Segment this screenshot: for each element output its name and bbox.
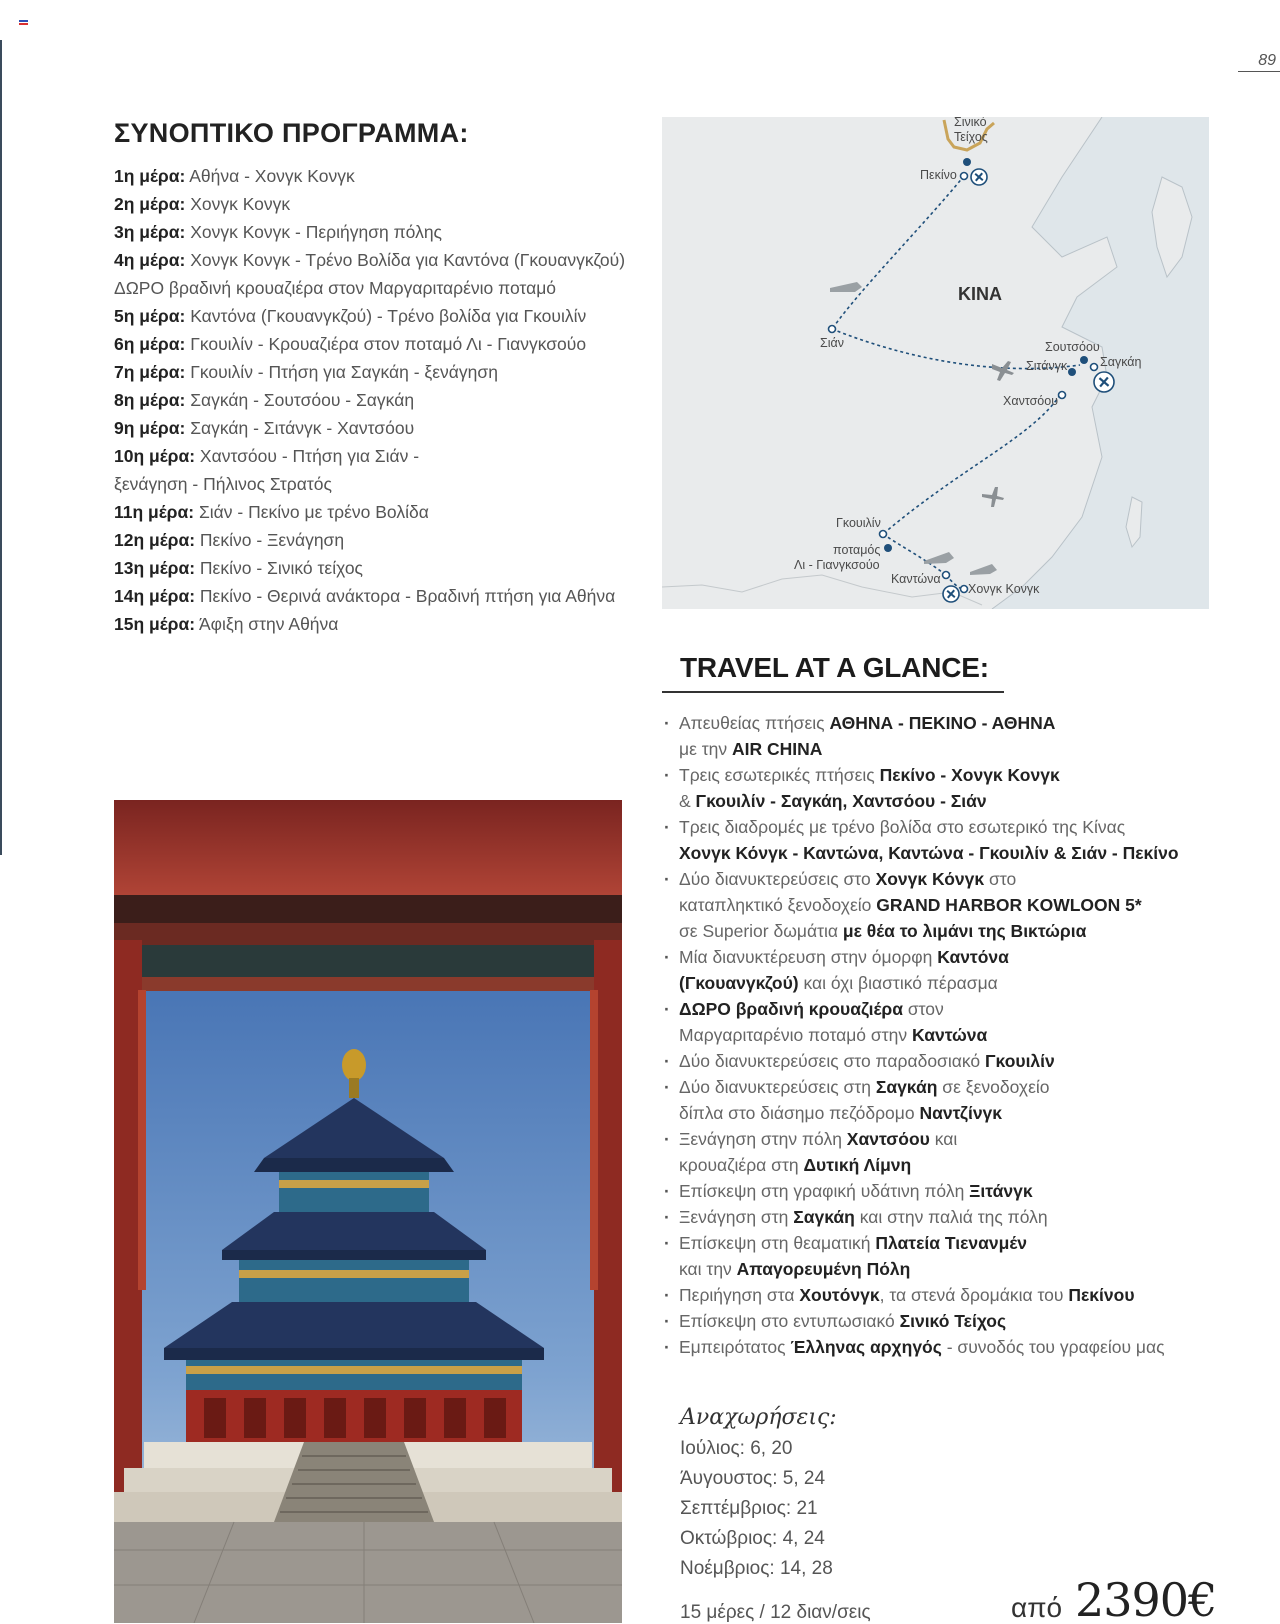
label-li-river-1: ποταμός bbox=[833, 543, 881, 557]
train-icon bbox=[830, 282, 862, 292]
label-xitang: Σιτάνγκ bbox=[1026, 359, 1068, 373]
label-li-river-2: Λι - Γιανγκσούο bbox=[794, 558, 880, 572]
marker-hongkong bbox=[961, 586, 968, 593]
label-suzhou: Σουτσόου bbox=[1045, 340, 1100, 354]
label-beijing: Πεκίνο bbox=[920, 168, 957, 182]
glance-item-highlight: ΔΩΡΟ βραδινή κρουαζιέρα bbox=[679, 999, 903, 1019]
marker-shanghai bbox=[1091, 364, 1098, 371]
glance-item bbox=[662, 1282, 1222, 1308]
airport-icon-beijing bbox=[971, 169, 987, 185]
glance-item-highlight: Σαγκάη bbox=[875, 1077, 938, 1097]
departures-title: Αναχωρήσεις: bbox=[680, 1405, 837, 1430]
glance-item-highlight: (Γκουανγκζού) bbox=[679, 973, 799, 993]
program-day-label: 12η μέρα: bbox=[114, 530, 196, 550]
glance-title-rule bbox=[662, 691, 1004, 693]
program-day-text: Αθήνα - Χονγκ Κονγκ bbox=[189, 166, 355, 186]
glance-item bbox=[662, 866, 1222, 944]
marker-guilin bbox=[880, 531, 887, 538]
program-day-line bbox=[114, 526, 644, 554]
glance-item-text: κρουαζιέρα στη bbox=[679, 1155, 804, 1175]
program-title: ΣΥΝΟΠΤΙΚΟ ΠΡΟΓΡΑΜΜΑ: bbox=[114, 118, 469, 148]
glance-item-text: καταπληκτικό ξενοδοχείο bbox=[679, 895, 877, 915]
glance-item-text: στο bbox=[984, 869, 1017, 889]
glance-item-text: Δύο διανυκτερεύσεις στη bbox=[679, 1077, 876, 1097]
program-day-text: Γκουιλίν - Κρουαζιέρα στον ποταμό Λι - Γιανγκσούο bbox=[190, 334, 587, 354]
marker-xitang bbox=[1068, 368, 1076, 376]
glance-item-highlight: GRAND HARBOR KOWLOON 5* bbox=[876, 895, 1142, 915]
glance-item-text: Επίσκεψη στο εντυπωσιακό bbox=[679, 1311, 900, 1331]
route-beijing-xian bbox=[832, 176, 964, 329]
program-day-line bbox=[114, 442, 644, 470]
glance-item-highlight: Πεκίνου bbox=[1068, 1285, 1135, 1305]
program-day-label: 10η μέρα: bbox=[114, 446, 196, 466]
program-day-line bbox=[114, 274, 644, 302]
left-edge-rule bbox=[0, 40, 2, 855]
program-day-text: ξενάγηση - Πήλινος Στρατός bbox=[114, 474, 332, 494]
program-day-text: Χαντσόου - Πτήση για Σιάν - bbox=[199, 446, 420, 466]
marker-great-wall bbox=[963, 158, 971, 166]
program-day-text: Χονγκ Κονγκ - Περιήγηση πόλης bbox=[190, 222, 442, 242]
program-day-line bbox=[114, 386, 644, 414]
label-great-wall-2: Τείχος bbox=[954, 130, 988, 144]
program-list bbox=[114, 162, 644, 638]
glance-item-text: Δύο διανυκτερεύσεις στο bbox=[679, 869, 876, 889]
glance-item-text: Μία διανυκτέρευση στην όμορφη bbox=[679, 947, 938, 967]
glance-item bbox=[662, 814, 1222, 866]
program-day-label: 7η μέρα: bbox=[114, 362, 186, 382]
marker-suzhou bbox=[1080, 356, 1088, 364]
marker-canton bbox=[943, 572, 950, 579]
program-day-label: 1η μέρα: bbox=[114, 166, 186, 186]
glance-item-highlight: Ξιτάνγκ bbox=[969, 1181, 1033, 1201]
glance-item bbox=[662, 762, 1222, 814]
program-day-text: Σαγκάη - Σουτσόου - Σαγκάη bbox=[190, 390, 415, 410]
glance-item bbox=[662, 996, 1222, 1048]
program-day-text: Άφιξη στην Αθήνα bbox=[198, 614, 339, 634]
glance-item bbox=[662, 1048, 1222, 1074]
page-number: 89 bbox=[1258, 52, 1276, 69]
glance-item-highlight: με θέα το λιμάνι της Βικτώρια bbox=[842, 921, 1087, 941]
glance-item bbox=[662, 710, 1222, 762]
glance-item-highlight: AIR CHINA bbox=[732, 739, 823, 759]
program-day-line bbox=[114, 498, 644, 526]
program-day-text: Πεκίνο - Ξενάγηση bbox=[199, 530, 345, 550]
glance-item-highlight: Απαγορευμένη Πόλη bbox=[736, 1259, 911, 1279]
glance-item-highlight: Ναντζίνγκ bbox=[919, 1103, 1003, 1123]
price-value: 2390€ bbox=[1075, 1573, 1217, 1624]
glance-item bbox=[662, 944, 1222, 996]
glance-item bbox=[662, 1178, 1222, 1204]
program-day-text: ΔΩΡΟ βραδινή κρουαζιέρα στον Μαργαριταρένιο ποταμό bbox=[114, 278, 557, 298]
glance-item-text: Απευθείας πτήσεις bbox=[679, 713, 830, 733]
glance-item-text: σε Superior δωμάτια bbox=[679, 921, 843, 941]
program-day-label: 15η μέρα: bbox=[114, 614, 196, 634]
program-day-line bbox=[114, 330, 644, 358]
trip-duration: 15 μέρες / 12 διαν/σεις bbox=[680, 1602, 871, 1623]
program-day-line bbox=[114, 358, 644, 386]
program-day-line bbox=[114, 162, 644, 190]
glance-item-text: σε ξενοδοχείο bbox=[937, 1077, 1050, 1097]
program-day-label: 6η μέρα: bbox=[114, 334, 186, 354]
plane-icon bbox=[982, 487, 1004, 507]
glance-item-text: Ξενάγηση στη bbox=[679, 1207, 794, 1227]
glance-item-text: Τρεις εσωτερικές πτήσεις bbox=[679, 765, 880, 785]
program-day-text: Σιάν - Πεκίνο με τρένο Βολίδα bbox=[198, 502, 429, 522]
program-day-label: 14η μέρα: bbox=[114, 586, 196, 606]
glance-item-highlight: Καντόνα bbox=[937, 947, 1009, 967]
glance-item-highlight: Πεκίνο - Χονγκ Κονγκ bbox=[879, 765, 1060, 785]
glance-item bbox=[662, 1308, 1222, 1334]
program-day-line bbox=[114, 218, 644, 246]
departures-block bbox=[680, 1405, 837, 1584]
train-icon bbox=[924, 552, 954, 564]
glance-item-highlight: Γκουιλίν bbox=[985, 1051, 1055, 1071]
glance-item-highlight: Σαγκάη bbox=[793, 1207, 855, 1227]
glance-item-text: με την bbox=[679, 739, 733, 759]
glance-item-highlight: Χουτόνγκ bbox=[799, 1285, 880, 1305]
glance-item-text: Μαργαριταρένιο ποταμό στην bbox=[679, 1025, 912, 1045]
program-day-line bbox=[114, 610, 644, 638]
glance-item-text: Τρεις διαδρομές με τρένο βολίδα στο εσωτερικό της Κίνας bbox=[679, 817, 1126, 837]
glance-item-highlight: Σινικό Τείχος bbox=[899, 1311, 1007, 1331]
glance-item-highlight: Δυτική Λίμνη bbox=[803, 1155, 912, 1175]
label-hangzhou: Χαντσόου bbox=[1003, 394, 1059, 408]
glance-title: TRAVEL AT A GLANCE: bbox=[680, 652, 989, 683]
glance-item bbox=[662, 1074, 1222, 1126]
program-day-text: Χονγκ Κονγκ - Τρένο Βολίδα για Καντόνα (Γκουανγκζού) bbox=[190, 250, 626, 270]
departure-line: Σεπτέμβριος: 21 bbox=[680, 1498, 818, 1519]
price-prefix: από bbox=[1011, 1592, 1063, 1623]
program-day-label: 8η μέρα: bbox=[114, 390, 186, 410]
program-day-line bbox=[114, 582, 644, 610]
glance-item-text: Περιήγηση στα bbox=[679, 1285, 800, 1305]
departure-line: Άυγουστος: 5, 24 bbox=[680, 1468, 826, 1489]
glance-item-text: και bbox=[929, 1129, 958, 1149]
glance-item-text: Δύο διανυκτερεύσεις στο παραδοσιακό bbox=[679, 1051, 985, 1071]
glance-item-text: Εμπειρότατος bbox=[679, 1337, 791, 1357]
marker-xian bbox=[829, 326, 836, 333]
glance-item-text: & bbox=[679, 791, 696, 811]
route-guilin-canton bbox=[883, 534, 946, 575]
glance-item-highlight: Πλατεία Τιενανμέν bbox=[875, 1233, 1027, 1253]
program-day-line bbox=[114, 470, 644, 498]
program-day-text: Γκουιλίν - Πτήση για Σαγκάη - ξενάγηση bbox=[190, 362, 498, 382]
glance-item bbox=[662, 1334, 1222, 1360]
label-shanghai: Σαγκάη bbox=[1100, 355, 1142, 369]
program-day-line bbox=[114, 246, 644, 274]
glance-item bbox=[662, 1126, 1222, 1178]
glance-item-text: Επίσκεψη στη γραφική υδάτινη πόλη bbox=[679, 1181, 970, 1201]
marker-hangzhou bbox=[1059, 392, 1066, 399]
label-canton: Καντώνα bbox=[891, 572, 941, 586]
program-day-text: Χονγκ Κονγκ bbox=[190, 194, 291, 214]
airport-icon-hongkong bbox=[943, 586, 959, 602]
glance-item-highlight: Γκουιλίν - Σαγκάη, Χαντσόου - Σιάν bbox=[695, 791, 987, 811]
glance-item-highlight: ΑΘΗΝΑ - ΠΕΚΙΝΟ - ΑΘΗΝΑ bbox=[829, 713, 1056, 733]
glance-item-text: και όχι βιαστικό πέρασμα bbox=[798, 973, 998, 993]
glance-item-highlight: Χονγκ Κόνγκ - Καντώνα, Καντώνα - Γκουιλίν & Σιάν - Πεκίνο bbox=[679, 843, 1179, 863]
glance-item-text: στον bbox=[902, 999, 944, 1019]
program-day-text: Πεκίνο - Σινικό τείχος bbox=[199, 558, 363, 578]
glance-item-text: , τα στενά δρομάκια του bbox=[879, 1285, 1069, 1305]
program-day-line bbox=[114, 414, 644, 442]
glance-item bbox=[662, 1204, 1222, 1230]
label-xian: Σιάν bbox=[820, 336, 844, 350]
glance-item-text: Ξενάγηση στην πόλη bbox=[679, 1129, 847, 1149]
program-day-text: Πεκίνο - Θερινά ανάκτορα - Βραδινή πτήση για Αθήνα bbox=[199, 586, 616, 606]
glance-item-text: και στην παλιά της πόλη bbox=[854, 1207, 1048, 1227]
label-guilin: Γκουιλίν bbox=[836, 516, 881, 530]
glance-item-text: δίπλα στο διάσημο πεζόδρομο bbox=[679, 1103, 920, 1123]
marker-beijing bbox=[961, 173, 968, 180]
program-day-label: 4η μέρα: bbox=[114, 250, 186, 270]
glance-item bbox=[662, 1230, 1222, 1282]
glance-item-highlight: Καντώνα bbox=[911, 1025, 988, 1045]
program-day-label: 11η μέρα: bbox=[114, 502, 195, 522]
page-number-rule bbox=[1238, 71, 1280, 72]
program-day-text: Σαγκάη - Σιτάνγκ - Χαντσόου bbox=[190, 418, 415, 438]
plane-icon bbox=[992, 361, 1014, 381]
glance-list bbox=[662, 710, 1222, 1360]
program-day-line bbox=[114, 302, 644, 330]
glance-item-text: Επίσκεψη στη θεαματική bbox=[679, 1233, 876, 1253]
airport-icon-shanghai bbox=[1094, 372, 1114, 392]
glance-item-highlight: Έλληνας αρχηγός bbox=[790, 1337, 942, 1357]
glance-item-text: - συνοδός του γραφείου μας bbox=[941, 1337, 1165, 1357]
flag-icon bbox=[19, 20, 28, 27]
label-hongkong: Χονγκ Κονγκ bbox=[968, 582, 1040, 596]
departure-line: Ιούλιος: 6, 20 bbox=[680, 1438, 793, 1459]
departure-line: Οκτώβριος: 4, 24 bbox=[680, 1528, 825, 1549]
train-icon bbox=[970, 564, 997, 575]
program-day-label: 2η μέρα: bbox=[114, 194, 186, 214]
label-great-wall-1: Σινικό bbox=[954, 117, 987, 129]
route-hangzhou-guilin bbox=[883, 395, 1060, 534]
departure-line: Νοέμβριος: 14, 28 bbox=[680, 1558, 833, 1579]
marker-li-river bbox=[884, 544, 892, 552]
program-day-label: 9η μέρα: bbox=[114, 418, 186, 438]
program-day-label: 3η μέρα: bbox=[114, 222, 186, 242]
route-map bbox=[662, 117, 1209, 609]
glance-item-highlight: Χονγκ Κόνγκ bbox=[875, 869, 985, 889]
glance-item-highlight: Χαντσόου bbox=[846, 1129, 930, 1149]
temple-of-heaven-photo bbox=[114, 800, 622, 1623]
label-country: ΚΙΝΑ bbox=[958, 284, 1002, 304]
program-day-text: Καντόνα (Γκουανγκζού) - Τρένο βολίδα για Γκουιλίν bbox=[190, 306, 587, 326]
glance-item-text: και την bbox=[679, 1259, 737, 1279]
program-day-line bbox=[114, 190, 644, 218]
program-day-label: 13η μέρα: bbox=[114, 558, 196, 578]
program-day-label: 5η μέρα: bbox=[114, 306, 186, 326]
program-day-line bbox=[114, 554, 644, 582]
